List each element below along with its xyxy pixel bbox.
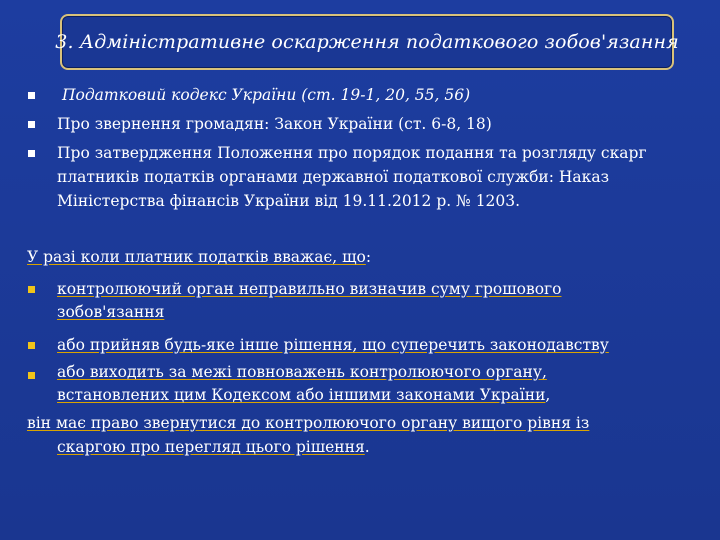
source-tax-code: Податковий кодекс України (ст. 19-1, 20, 55, 56) bbox=[62, 86, 471, 104]
bullet-icon bbox=[28, 286, 35, 293]
condition-item-1-line-2: зобов'язання bbox=[57, 303, 165, 321]
source-regulation-line-3: Міністерства фінансів України від 19.11.2012 р. № 1203. bbox=[57, 192, 521, 210]
slide-title-box bbox=[55, 14, 679, 70]
condition-intro bbox=[27, 248, 371, 267]
condition-intro-text: У разі коли платник податків вважає, що bbox=[27, 248, 366, 266]
condition-item-3-tail: , bbox=[545, 386, 551, 404]
condition-item-3-line-1: або виходить за межі повноважень контролюючого органу, bbox=[57, 363, 547, 381]
condition-intro-colon: : bbox=[365, 248, 372, 266]
condition-item-1-line-1: контролюючий орган неправильно визначив суму грошового bbox=[57, 280, 562, 298]
bullet-icon bbox=[28, 121, 35, 128]
condition-item-3-line-2 bbox=[57, 386, 550, 405]
conclusion-tail: . bbox=[364, 438, 370, 456]
condition-item-2: або прийняв будь-яке інше рішення, що суперечить законодавству bbox=[57, 336, 609, 354]
bullet-icon bbox=[28, 372, 35, 379]
bullet-icon bbox=[28, 150, 35, 157]
conclusion-line-2 bbox=[57, 438, 370, 457]
bullet-icon bbox=[28, 92, 35, 99]
source-citizens-appeals: Про звернення громадян: Закон України (ст. 6-8, 18) bbox=[57, 115, 492, 133]
source-regulation-line-1: Про затвердження Положення про порядок подання та розгляду скарг bbox=[57, 144, 647, 162]
conclusion-line-2-text: скаргою про перегляд цього рішення bbox=[57, 438, 365, 456]
source-regulation-line-2: платників податків органами державної податкової служби: Наказ bbox=[57, 168, 610, 186]
condition-item-3-line-2-text: встановлених цим Кодексом або іншими законами України bbox=[57, 386, 546, 404]
slide-title: 3. Адміністративне оскарження податкового зобов'язання bbox=[55, 31, 679, 53]
conclusion-line-1: він має право звернутися до контролюючого органу вищого рівня із bbox=[27, 414, 590, 432]
bullet-icon bbox=[28, 342, 35, 349]
